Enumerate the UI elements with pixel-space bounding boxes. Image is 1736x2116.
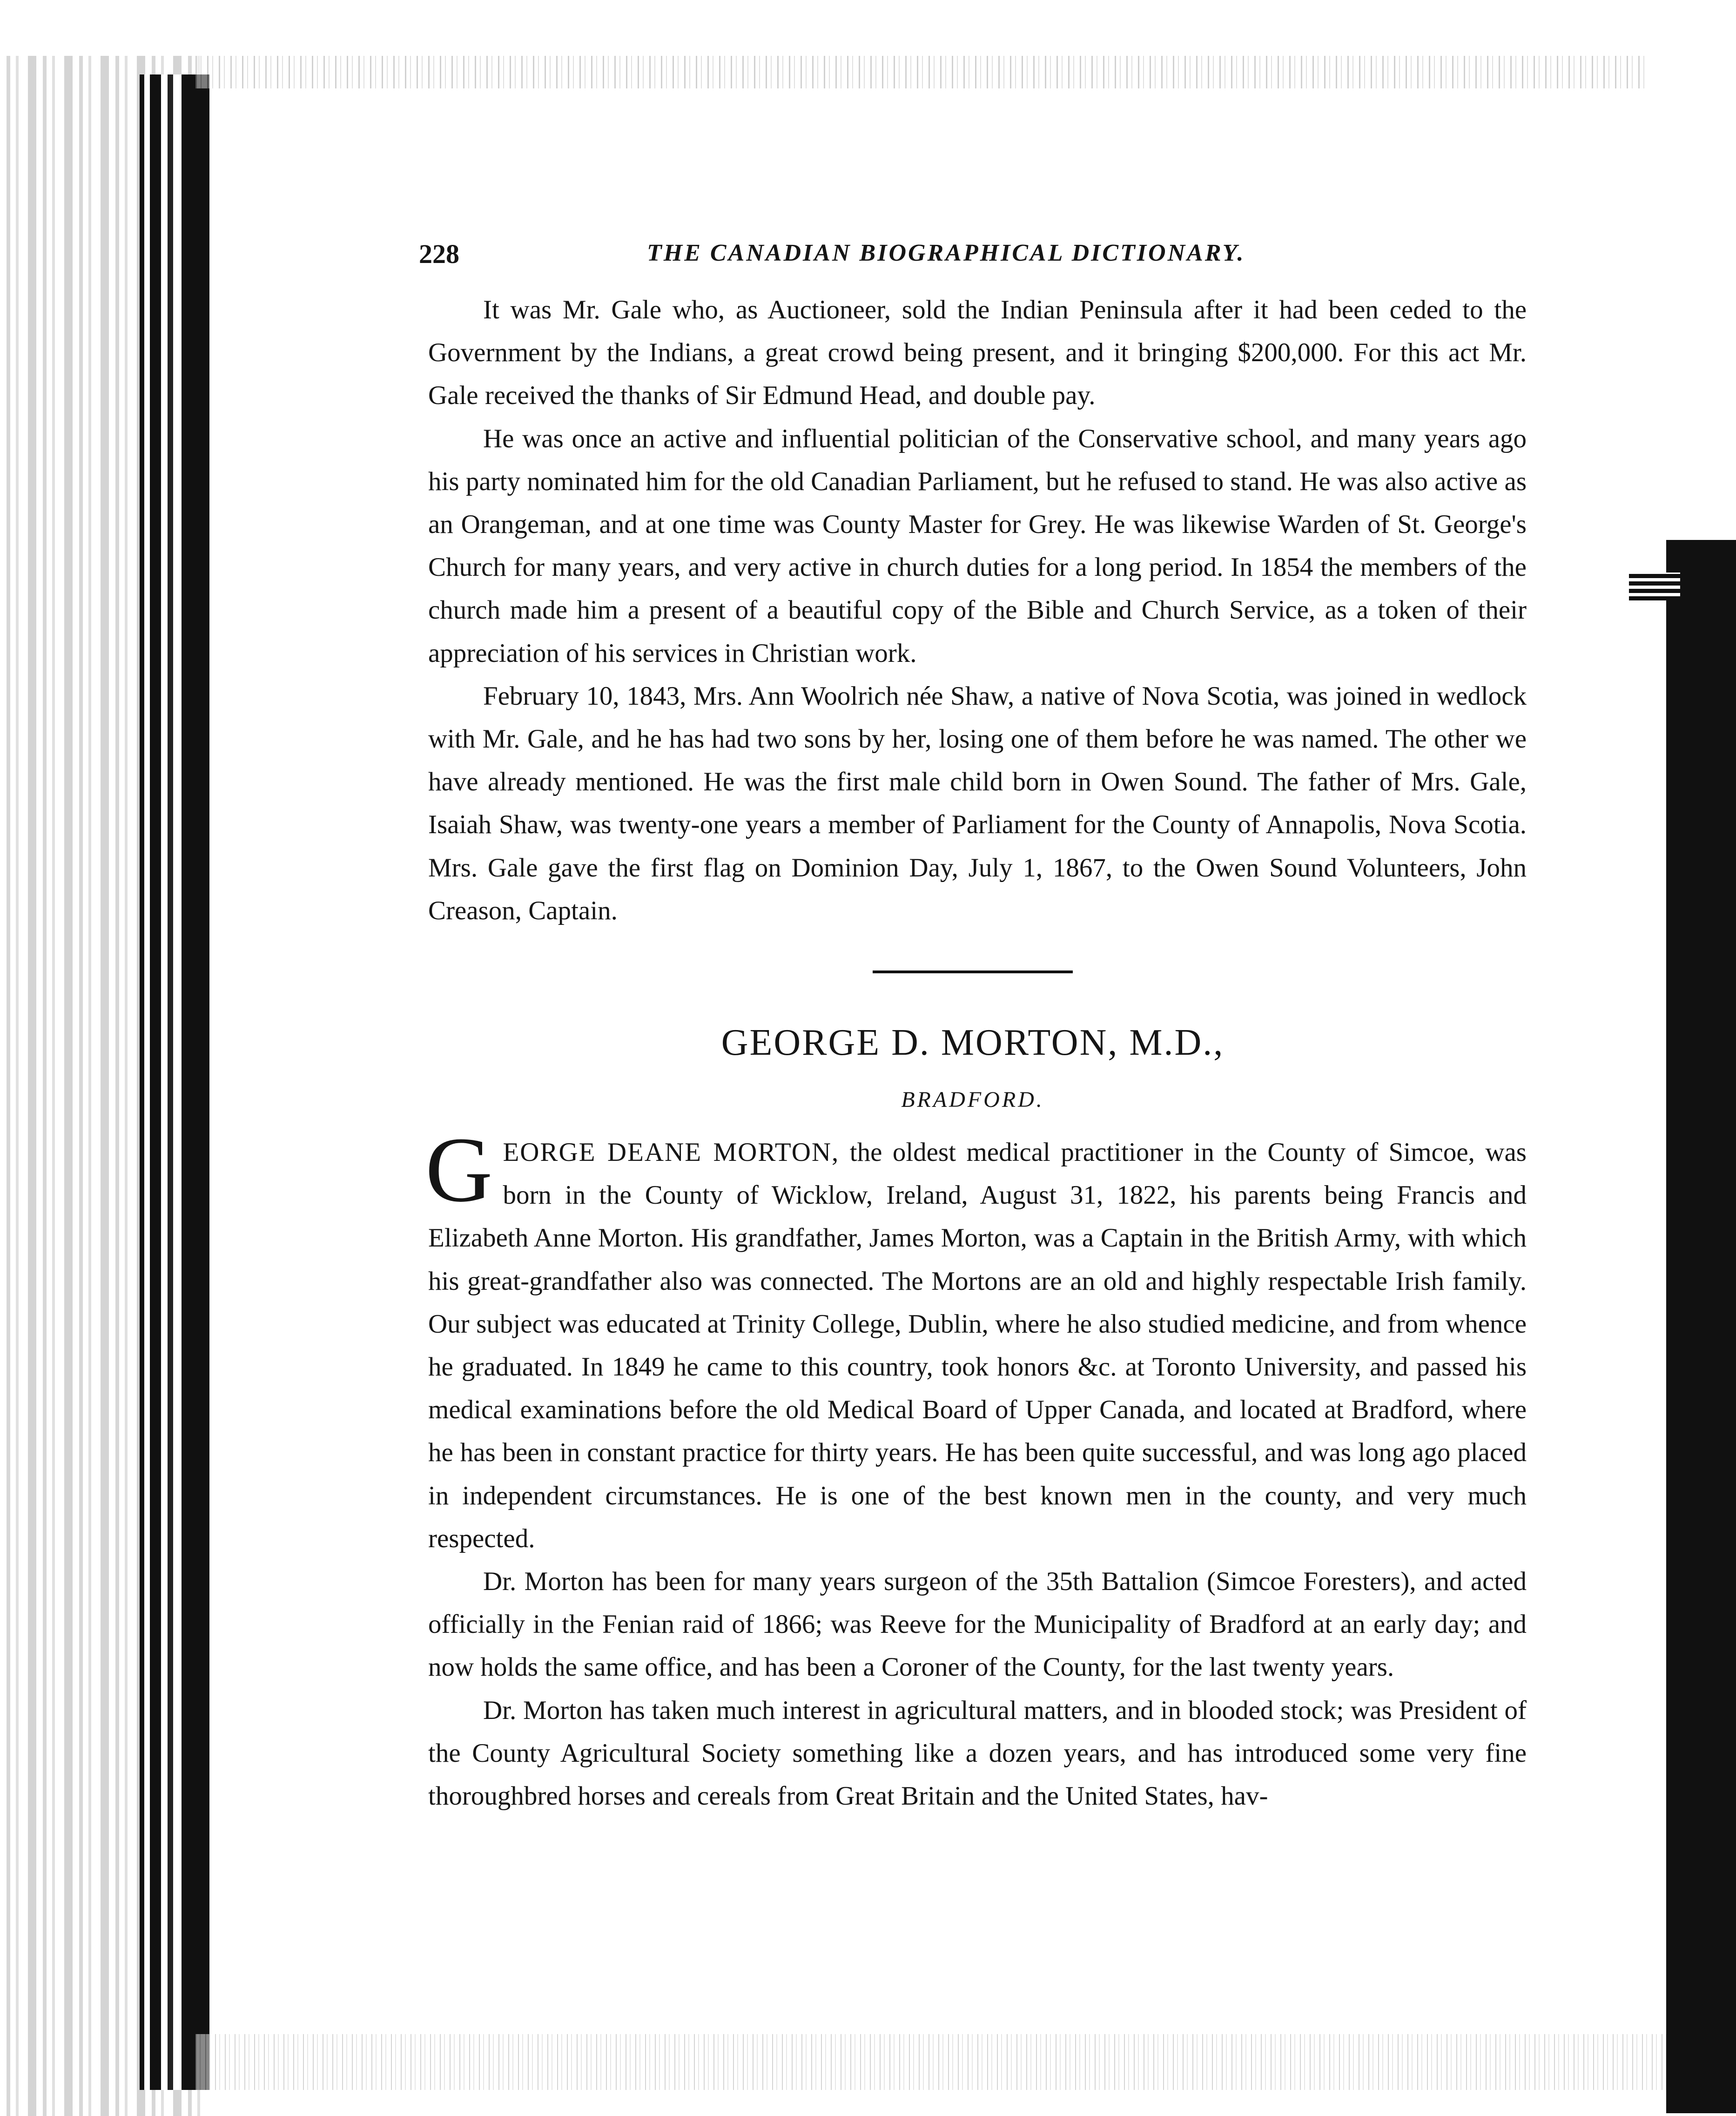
gale-section: [428, 289, 1527, 932]
scan-edge-top: [195, 56, 1648, 88]
biography-location: BRADFORD.: [901, 1087, 1044, 1112]
biography-heading: GEORGE D. MORTON, M.D.,: [721, 1022, 1225, 1063]
morton-paragraph-1: [425, 1119, 1527, 1560]
scan-edge-right: [1666, 540, 1736, 2113]
subject-name: EORGE DEANE MORTON,: [503, 1138, 840, 1167]
binding-shadow: [140, 74, 209, 2090]
running-title: THE CANADIAN BIOGRAPHICAL DICTIONARY.: [647, 240, 1245, 266]
drop-cap: G: [425, 1119, 493, 1221]
running-head: [419, 233, 1294, 275]
morton-paragraph-3: Dr. Morton has taken much interest in agricultural matters, and in blooded stock; was President of the County Agricultural Society something like a dozen years, and has introduced some very fine thoroughbred horses and cereals from Great Britain and the United States, hav-: [428, 1695, 1527, 1811]
scan-edge-right-notch: [1629, 573, 1680, 600]
gale-paragraph-3: February 10, 1843, Mrs. Ann Woolrich née Shaw, a native of Nova Scotia, was joined in wedlock with Mr. Gale, and he has had two sons by her, losing one of them before he was named. The other we have already mentioned. He was the first male child born in Owen Sound. The father of Mrs. Gale, Isaiah Shaw, was twenty-one years a member of Parliament for the County of Annapolis, Nova Scotia. Mrs. Gale gave the first flag on Dominion Day, July 1, 1867, to the Owen Sound Volunteers, John Creason, Captain.: [428, 681, 1527, 925]
gale-paragraph-1: It was Mr. Gale who, as Auctioneer, sold the Indian Peninsula after it had been ceded to the Government by the Indians, a great crowd being present, and it bringing $200,000. For this act Mr. Gale received the thanks of Sir Edmund Head, and double pay.: [428, 295, 1527, 411]
morton-section: [425, 1119, 1527, 1818]
scan-edge-bottom: [195, 2034, 1736, 2090]
morton-paragraph-1-text: the oldest medical practitioner in the County of Simcoe, was born in the County of Wicklow, Ireland, August 31, 1822, his parents being Francis and Elizabeth Anne Morton. His grandfather, James Morton, was a Captain in the British Army, with which his great-grandfather also was connected. The Mortons are an old and highly respectable Irish family. Our subject was educated at Trinity College, Dublin, where he also studied medicine, and from whence he graduated. In 1849 he came to this country, took honors &c. at Toronto University, and passed his medical examinations before the old Medical Board of Upper Canada, and located at Bradford, where he has been in constant practice for thirty years. He has been quite successful, and was long ago placed in independent circumstances. He is one of the best known men in the county, and very much respected.: [428, 1138, 1527, 1553]
page-number: 228: [419, 239, 459, 269]
section-divider: [873, 970, 1073, 973]
morton-paragraph-2: Dr. Morton has been for many years surgeon of the 35th Battalion (Simcoe Foresters), and acted officially in the Fenian raid of 1866; was Reeve for the Municipality of Bradford at an early day; and now holds the same office, and has been a Coroner of the County, for the last twenty years.: [428, 1567, 1527, 1682]
gale-paragraph-2: He was once an active and influential politician of the Conservative school, and many years ago his party nominated him for the old Canadian Parliament, but he refused to stand. He was also active as an Orangeman, and at one time was County Master for Grey. He was likewise Warden of St. George's Church for many years, and very active in church duties for a long period. In 1854 the members of the church made him a present of a beautiful copy of the Bible and Church Service, as a token of their appreciation of his services in Christian work.: [428, 424, 1527, 668]
